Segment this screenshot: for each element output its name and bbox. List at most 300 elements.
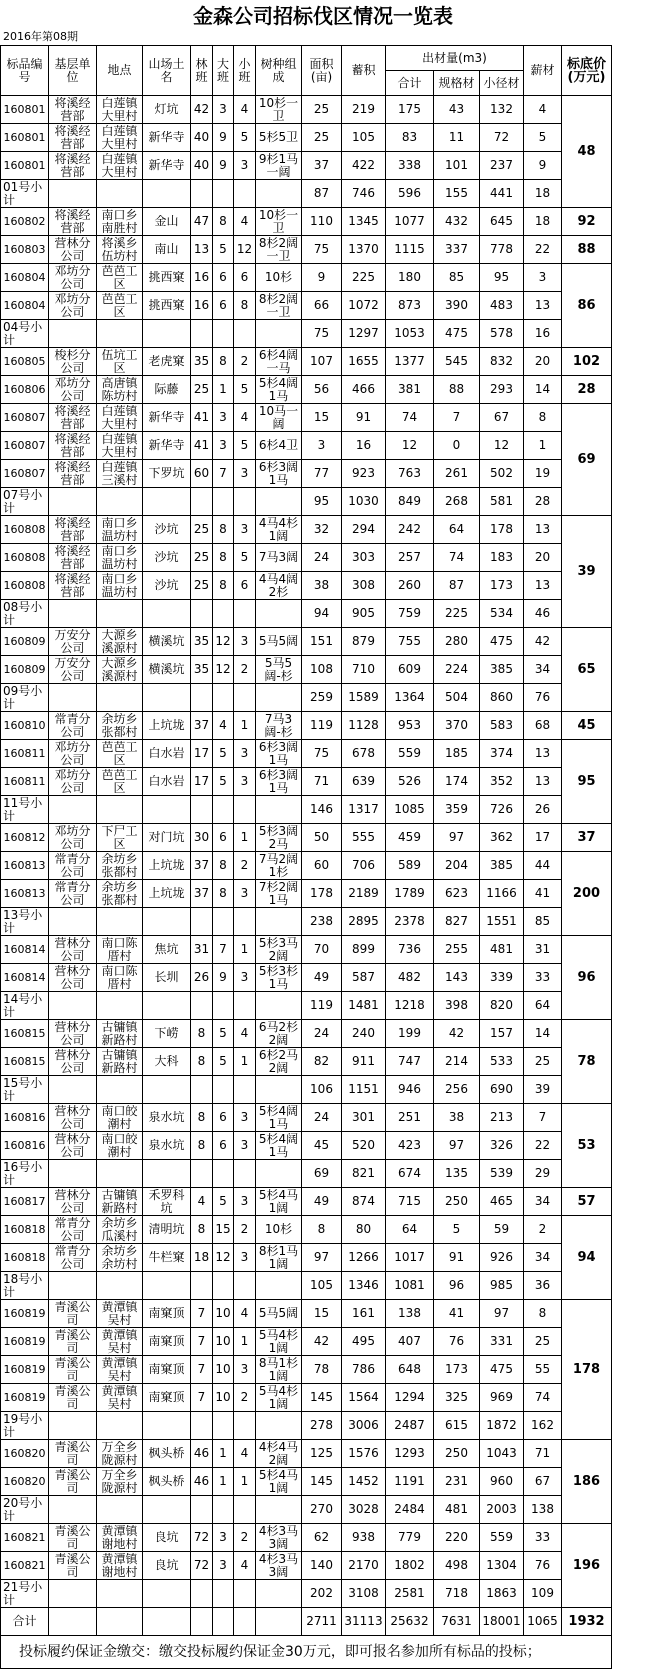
area: 71 (313, 775, 330, 788)
lot-id: 160808 (3, 579, 46, 592)
unit-cell (49, 292, 97, 320)
lot-id-cell (1, 236, 49, 264)
compartment-cell (191, 348, 213, 376)
fuelwood-cell (524, 1104, 562, 1132)
output-spec-timber-cell (434, 432, 480, 460)
lot-id-cell (1, 964, 49, 992)
fuelwood-cell (524, 460, 562, 488)
empty-cell (97, 1076, 143, 1104)
subtotal-label: 13号小计 (3, 908, 43, 935)
unit-cell (49, 768, 97, 796)
species-composition-cell (256, 264, 302, 292)
empty-cell (256, 1412, 302, 1440)
major-subcompartment-cell (213, 572, 234, 600)
stock-volume-cell (342, 1160, 386, 1188)
unit-cell (49, 348, 97, 376)
output-total-cell (386, 404, 434, 432)
minor-subcompartment-cell (234, 572, 256, 600)
unit: 营林分公司 (54, 936, 91, 963)
lot-id-cell (1, 824, 49, 852)
output-total-cell (386, 1160, 434, 1188)
output-total: 1218 (394, 999, 425, 1012)
site-name: 老虎窠 (148, 355, 185, 368)
fuelwood: 28 (534, 495, 551, 508)
empty-cell (256, 1272, 302, 1300)
output-spec-timber: 268 (445, 495, 468, 508)
subtotal-label-cell (1, 1412, 49, 1440)
area-cell (302, 768, 342, 796)
species-composition: 9杉1马一阔 (258, 152, 299, 179)
species-composition: 8杉2阔一卫 (258, 236, 299, 263)
lot-id-cell (1, 1244, 49, 1272)
table-row (1, 740, 612, 768)
location-cell (97, 936, 143, 964)
site-name-cell (143, 852, 191, 880)
reserve-price-cell: 48 (562, 96, 612, 208)
output-spec-timber: 261 (445, 467, 468, 480)
output-total: 175 (398, 103, 421, 116)
note-row (1, 1636, 612, 1669)
compartment: 7 (197, 1307, 206, 1320)
stock-volume-cell (342, 768, 386, 796)
major-subcompartment-cell (213, 1356, 234, 1384)
table-row (1, 208, 612, 236)
major-subcompartment-cell (213, 1216, 234, 1244)
output-total-cell (386, 1468, 434, 1496)
table-footer (1, 1608, 612, 1669)
subtotal-label-cell (1, 488, 49, 516)
output-small-timber-cell (480, 768, 524, 796)
major-subcompartment-cell (213, 852, 234, 880)
fuelwood-cell (524, 292, 562, 320)
compartment-cell (191, 936, 213, 964)
major-subcompartment-cell (213, 1244, 234, 1272)
empty-cell (49, 320, 97, 348)
empty-cell (49, 1160, 97, 1188)
output-spec-timber: 173 (445, 1363, 468, 1376)
site-name: 沙坑 (154, 579, 179, 592)
unit: 营林分公司 (54, 1048, 91, 1075)
output-spec-timber-cell (434, 1496, 480, 1524)
site-name-cell (143, 1468, 191, 1496)
subtotal-label-cell (1, 600, 49, 628)
fuelwood: 42 (534, 635, 551, 648)
subtotal-row (1, 684, 612, 712)
lot-id: 160821 (3, 1531, 46, 1544)
fuelwood: 5 (538, 131, 547, 144)
lot-id: 160803 (3, 243, 46, 256)
compartment-cell (191, 1328, 213, 1356)
major-subcompartment-cell (213, 376, 234, 404)
fuelwood-cell (524, 1216, 562, 1244)
minor-subcompartment-cell (234, 1132, 256, 1160)
compartment-cell (191, 656, 213, 684)
location-cell (97, 1132, 143, 1160)
output-total-cell (386, 768, 434, 796)
area-cell (302, 656, 342, 684)
unit: 常青分公司 (54, 1216, 91, 1243)
species-composition: 5杉5卫 (258, 131, 299, 144)
empty-cell (234, 1580, 256, 1608)
output-total: 589 (398, 859, 421, 872)
species-composition: 6杉3阔1马 (258, 740, 299, 767)
major-subcompartment: 6 (219, 831, 227, 844)
lot-id-cell (1, 124, 49, 152)
empty-cell (191, 684, 213, 712)
output-small-timber-cell (480, 600, 524, 628)
stock-volume-cell (342, 628, 386, 656)
empty-cell (256, 1076, 302, 1104)
site-name-cell (143, 1216, 191, 1244)
minor-subcompartment: 3 (240, 1195, 249, 1208)
location-cell (97, 460, 143, 488)
output-small-timber-cell (480, 712, 524, 740)
stock-volume-cell (342, 1552, 386, 1580)
species-composition: 10马一阔 (258, 404, 299, 431)
table-row (1, 404, 612, 432)
empty-cell (256, 488, 302, 516)
stock-volume-cell (342, 684, 386, 712)
unit: 营林分公司 (54, 964, 91, 991)
lot-id-cell (1, 628, 49, 656)
minor-subcompartment-cell (234, 152, 256, 180)
subtotal-label: 14号小计 (3, 992, 43, 1019)
species-composition-cell (256, 964, 302, 992)
output-small-timber: 157 (490, 1027, 513, 1040)
output-spec-timber-cell (434, 1440, 480, 1468)
fuelwood: 25 (534, 1335, 551, 1348)
output-spec-timber-cell (434, 656, 480, 684)
species-composition-cell (256, 292, 302, 320)
area-cell (302, 404, 342, 432)
output-total-cell (386, 992, 434, 1020)
empty-cell (213, 684, 234, 712)
output-spec-timber-cell (434, 824, 480, 852)
fuelwood-cell (524, 1496, 562, 1524)
output-total: 482 (398, 971, 421, 984)
location-cell (97, 1524, 143, 1552)
output-small-timber-cell (480, 432, 524, 460)
unit-cell (49, 712, 97, 740)
major-subcompartment-cell (213, 1468, 234, 1496)
output-spec-timber-cell (434, 852, 480, 880)
area: 78 (313, 1363, 330, 1376)
output-total-cell (386, 1076, 434, 1104)
output-small-timber: 926 (490, 1251, 513, 1264)
subtotal-label-cell (1, 1496, 49, 1524)
empty-cell (234, 796, 256, 824)
minor-subcompartment-cell (234, 516, 256, 544)
area-cell (302, 1188, 342, 1216)
major-subcompartment-cell (213, 264, 234, 292)
compartment: 8 (197, 1111, 206, 1124)
output-spec-timber-cell (434, 264, 480, 292)
output-small-timber: 385 (490, 663, 513, 676)
area: 178 (310, 887, 333, 900)
output-small-timber-cell (480, 404, 524, 432)
site-name-cell (143, 936, 191, 964)
subtotal-label: 19号小计 (3, 1412, 43, 1439)
empty-cell (49, 1608, 97, 1636)
grand-total-stock-volume: 31113 (342, 1608, 386, 1636)
site-name: 清明坑 (148, 1223, 185, 1236)
location: 南口乡南胜村 (101, 208, 138, 235)
compartment-cell (191, 768, 213, 796)
area-cell (302, 1272, 342, 1300)
minor-subcompartment: 5 (240, 383, 249, 396)
output-small-timber: 1551 (486, 915, 517, 928)
unit-cell (49, 1104, 97, 1132)
stock-volume-cell (342, 264, 386, 292)
location-cell (97, 96, 143, 124)
output-total-cell (386, 376, 434, 404)
site-name: 南窠顶 (148, 1363, 185, 1376)
empty-cell (49, 992, 97, 1020)
output-spec-timber: 97 (448, 831, 465, 844)
area-cell (302, 572, 342, 600)
minor-subcompartment: 8 (240, 299, 249, 312)
empty-cell (234, 1076, 256, 1104)
table-row (1, 152, 612, 180)
area: 8 (317, 1223, 326, 1236)
output-spec-timber: 96 (448, 1279, 465, 1292)
stock-volume: 161 (352, 1307, 375, 1320)
location: 南口乡温坊村 (101, 572, 138, 599)
stock-volume: 3006 (348, 1419, 379, 1432)
output-total-cell (386, 1048, 434, 1076)
empty-cell (213, 1160, 234, 1188)
location: 黄潭镇谢地村 (101, 1552, 138, 1579)
compartment-cell (191, 1524, 213, 1552)
output-small-timber: 339 (490, 971, 513, 984)
fuelwood: 68 (534, 719, 551, 732)
major-subcompartment-cell (213, 1328, 234, 1356)
output-total-cell (386, 1216, 434, 1244)
empty-cell (213, 796, 234, 824)
empty-cell (234, 488, 256, 516)
output-small-timber: 72 (493, 131, 510, 144)
subtotal-label: 15号小计 (3, 1076, 43, 1103)
fuelwood: 14 (534, 383, 551, 396)
area-cell (302, 852, 342, 880)
output-total: 1191 (394, 1475, 425, 1488)
lot-id-cell (1, 432, 49, 460)
stock-volume: 225 (352, 271, 375, 284)
site-name: 上坑垅 (148, 887, 185, 900)
empty-cell (213, 1412, 234, 1440)
major-subcompartment: 5 (219, 1055, 227, 1068)
lot-id: 160818 (3, 1251, 46, 1264)
fuelwood-cell (524, 768, 562, 796)
empty-cell (143, 796, 191, 824)
subtotal-row (1, 1160, 612, 1188)
output-small-timber-cell (480, 880, 524, 908)
output-spec-timber: 143 (445, 971, 468, 984)
minor-subcompartment: 3 (240, 887, 249, 900)
species-composition-cell (256, 1468, 302, 1496)
stock-volume: 786 (352, 1363, 375, 1376)
major-subcompartment: 6 (219, 299, 227, 312)
species-composition: 8杉2阔一卫 (258, 292, 299, 319)
area: 278 (310, 1419, 333, 1432)
lot-id: 160819 (3, 1363, 46, 1376)
major-subcompartment-cell (213, 628, 234, 656)
subtotal-label-cell (1, 992, 49, 1020)
header-location: 地点 (97, 46, 143, 96)
output-small-timber: 539 (490, 1167, 513, 1180)
output-small-timber: 213 (490, 1111, 513, 1124)
compartment: 25 (193, 383, 210, 396)
empty-cell (256, 992, 302, 1020)
unit: 将溪经营部 (54, 516, 91, 543)
unit-cell (49, 152, 97, 180)
area: 75 (313, 327, 330, 340)
reserve-price-cell: 39 (562, 516, 612, 628)
unit: 青溪公司 (54, 1552, 91, 1579)
compartment-cell (191, 1188, 213, 1216)
major-subcompartment: 12 (215, 663, 231, 676)
site-name-cell (143, 292, 191, 320)
output-spec-timber: 204 (445, 859, 468, 872)
output-total-cell (386, 852, 434, 880)
empty-cell (213, 600, 234, 628)
output-spec-timber-cell (434, 964, 480, 992)
output-spec-timber: 250 (445, 1195, 468, 1208)
lot-id-cell (1, 376, 49, 404)
compartment-cell (191, 712, 213, 740)
major-subcompartment: 3 (219, 1559, 227, 1572)
table-row (1, 1384, 612, 1412)
species-composition-cell (256, 880, 302, 908)
empty-cell (49, 908, 97, 936)
area-cell (302, 1580, 342, 1608)
reserve-price-cell: 95 (562, 740, 612, 824)
empty-cell (143, 1160, 191, 1188)
compartment-cell (191, 1552, 213, 1580)
compartment: 17 (193, 775, 210, 788)
stock-volume-cell (342, 992, 386, 1020)
area-cell (302, 180, 342, 208)
area-cell (302, 1496, 342, 1524)
stock-volume: 821 (352, 1167, 375, 1180)
location: 黄潭镇吴村 (101, 1356, 138, 1383)
major-subcompartment: 3 (219, 411, 227, 424)
minor-subcompartment: 2 (240, 663, 249, 676)
fuelwood: 2 (538, 1223, 547, 1236)
site-name-cell (143, 348, 191, 376)
fuelwood-cell (524, 208, 562, 236)
site-name-cell (143, 208, 191, 236)
fuelwood-cell (524, 1160, 562, 1188)
major-subcompartment-cell (213, 712, 234, 740)
stock-volume: 301 (352, 1111, 375, 1124)
location: 南口陈厝村 (101, 964, 138, 991)
stock-volume: 1655 (348, 355, 379, 368)
area-cell (302, 1524, 342, 1552)
reserve-price-cell: 102 (562, 348, 612, 376)
lot-id: 160814 (3, 943, 46, 956)
unit-cell (49, 376, 97, 404)
stock-volume: 1266 (348, 1251, 379, 1264)
output-spec-timber: 504 (445, 691, 468, 704)
minor-subcompartment-cell (234, 544, 256, 572)
unit: 常青分公司 (54, 852, 91, 879)
major-subcompartment-cell (213, 824, 234, 852)
subtotal-label-cell (1, 1076, 49, 1104)
stock-volume-cell (342, 1440, 386, 1468)
empty-cell (256, 684, 302, 712)
unit: 营林分公司 (54, 1104, 91, 1131)
stock-volume: 2189 (348, 887, 379, 900)
stock-volume: 1452 (348, 1475, 379, 1488)
minor-subcompartment-cell (234, 1440, 256, 1468)
minor-subcompartment: 1 (240, 1055, 249, 1068)
subtotal-row (1, 320, 612, 348)
table-row (1, 1048, 612, 1076)
site-name: 上坑垅 (148, 719, 185, 732)
table-row (1, 1468, 612, 1496)
area: 238 (310, 915, 333, 928)
subtotal-row (1, 796, 612, 824)
output-spec-timber-cell (434, 796, 480, 824)
output-total-cell (386, 656, 434, 684)
major-subcompartment-cell (213, 432, 234, 460)
stock-volume: 1072 (348, 299, 379, 312)
area-cell (302, 1552, 342, 1580)
site-name: 白水岩 (148, 775, 185, 788)
compartment-cell (191, 460, 213, 488)
species-composition: 5杉3阔2马 (258, 824, 299, 851)
stock-volume-cell (342, 656, 386, 684)
output-small-timber-cell (480, 1580, 524, 1608)
area: 119 (310, 999, 333, 1012)
output-small-timber-cell (480, 1356, 524, 1384)
unit: 营林分公司 (54, 1132, 91, 1159)
major-subcompartment-cell (213, 1132, 234, 1160)
species-composition-cell (256, 404, 302, 432)
empty-cell (213, 1580, 234, 1608)
fuelwood-cell (524, 516, 562, 544)
major-subcompartment: 7 (219, 467, 227, 480)
subtotal-label-cell (1, 1272, 49, 1300)
compartment-cell (191, 208, 213, 236)
site-name-cell (143, 96, 191, 124)
lot-id: 160808 (3, 523, 46, 536)
major-subcompartment-cell (213, 1440, 234, 1468)
area: 75 (313, 747, 330, 760)
unit: 将溪经营部 (54, 208, 91, 235)
subtotal-row (1, 908, 612, 936)
empty-cell (234, 908, 256, 936)
species-composition: 5马5阔-杉 (264, 656, 293, 683)
fuelwood-cell (524, 1440, 562, 1468)
output-spec-timber: 155 (445, 187, 468, 200)
compartment: 7 (197, 1335, 206, 1348)
stock-volume-cell (342, 1104, 386, 1132)
empty-cell (143, 1076, 191, 1104)
subtotal-row (1, 1496, 612, 1524)
major-subcompartment-cell (213, 1300, 234, 1328)
compartment-cell (191, 96, 213, 124)
major-subcompartment: 6 (219, 271, 227, 284)
output-spec-timber-cell (434, 768, 480, 796)
output-total-cell (386, 208, 434, 236)
area-cell (302, 488, 342, 516)
site-name: 泉水坑 (148, 1111, 185, 1124)
minor-subcompartment-cell (234, 1328, 256, 1356)
reserve-price-cell: 96 (562, 936, 612, 1020)
location: 余坊乡张都村 (101, 712, 138, 739)
